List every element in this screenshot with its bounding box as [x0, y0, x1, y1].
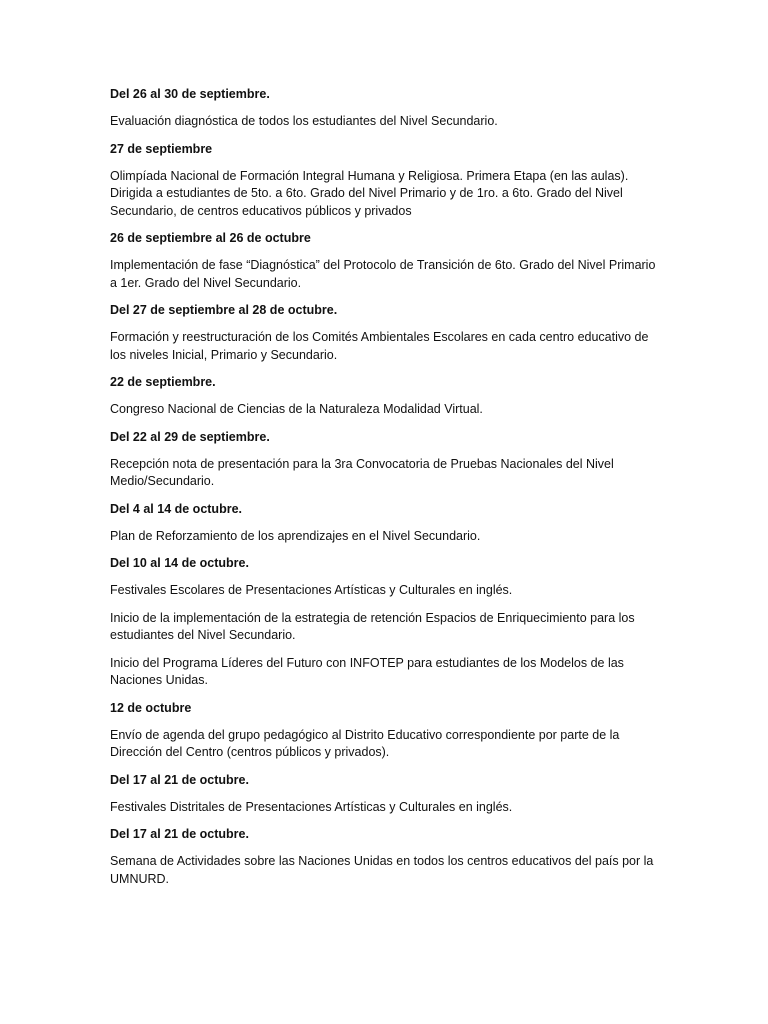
- entry-description: Semana de Actividades sobre las Naciones Unidas en todos los centros educativos del país por la UMNURD.: [110, 854, 654, 886]
- entry-description: Formación y reestructuración de los Comités Ambientales Escolares en cada centro educativo de los niveles Inicial, Primario y Secundario.: [110, 330, 649, 362]
- entry-description: Recepción nota de presentación para la 3ra Convocatoria de Pruebas Nacionales del Nivel Medio/Secundario.: [110, 456, 614, 488]
- entry-description: Implementación de fase “Diagnóstica” del Protocolo de Transición de 6to. Grado del Nivel Primario a 1er. Grado del Nivel Secundario.: [110, 258, 656, 290]
- entry-description: Inicio del Programa Líderes del Futuro con INFOTEP para estudiantes de los Modelos de las Naciones Unidas.: [110, 655, 624, 687]
- entry-description: Plan de Reforzamiento de los aprendizajes en el Nivel Secundario.: [110, 528, 481, 543]
- entry-description: Festivales Escolares de Presentaciones Artísticas y Culturales en inglés.: [110, 583, 513, 597]
- entry-description: Festivales Distritales de Presentaciones Artísticas y Culturales en inglés.: [110, 799, 513, 814]
- entry-date: Del 26 al 30 de septiembre.: [110, 87, 270, 101]
- entry-date: Del 4 al 14 de octubre.: [110, 501, 242, 516]
- entry-date: Del 17 al 21 de octubre.: [110, 827, 249, 841]
- entry-description: Evaluación diagnóstica de todos los estudiantes del Nivel Secundario.: [110, 114, 498, 128]
- document-content: [110, 86, 665, 898]
- entry-description: Olimpíada Nacional de Formación Integral Humana y Religiosa. Primera Etapa (en las aulas). Dirigida a estudiantes de 5to. a 6to. Grado del Nivel Primario y de 1ro. a 6to. Grado del Nivel Secundario, de centros educativos públicos y privados: [110, 168, 629, 218]
- entry-description: Envío de agenda del grupo pedagógico al Distrito Educativo correspondiente por parte de la Dirección del Centro (centros públicos y privados).: [110, 727, 620, 759]
- entry-date: 12 de octubre: [110, 700, 192, 715]
- entry-description: Inicio de la implementación de la estrategia de retención Espacios de Enriquecimiento para los estudiantes del Nivel Secundario.: [110, 610, 635, 642]
- entry-date: Del 22 al 29 de septiembre.: [110, 429, 270, 444]
- entry-date: Del 17 al 21 de octubre.: [110, 772, 249, 787]
- entry-date: 22 de septiembre.: [110, 375, 216, 389]
- entry-date: Del 10 al 14 de octubre.: [110, 556, 249, 570]
- entry-date: Del 27 de septiembre al 28 de octubre.: [110, 303, 338, 317]
- entry-date: 26 de septiembre al 26 de octubre: [110, 231, 311, 245]
- entry-date: 27 de septiembre: [110, 141, 213, 156]
- entry-description: Congreso Nacional de Ciencias de la Naturaleza Modalidad Virtual.: [110, 402, 483, 416]
